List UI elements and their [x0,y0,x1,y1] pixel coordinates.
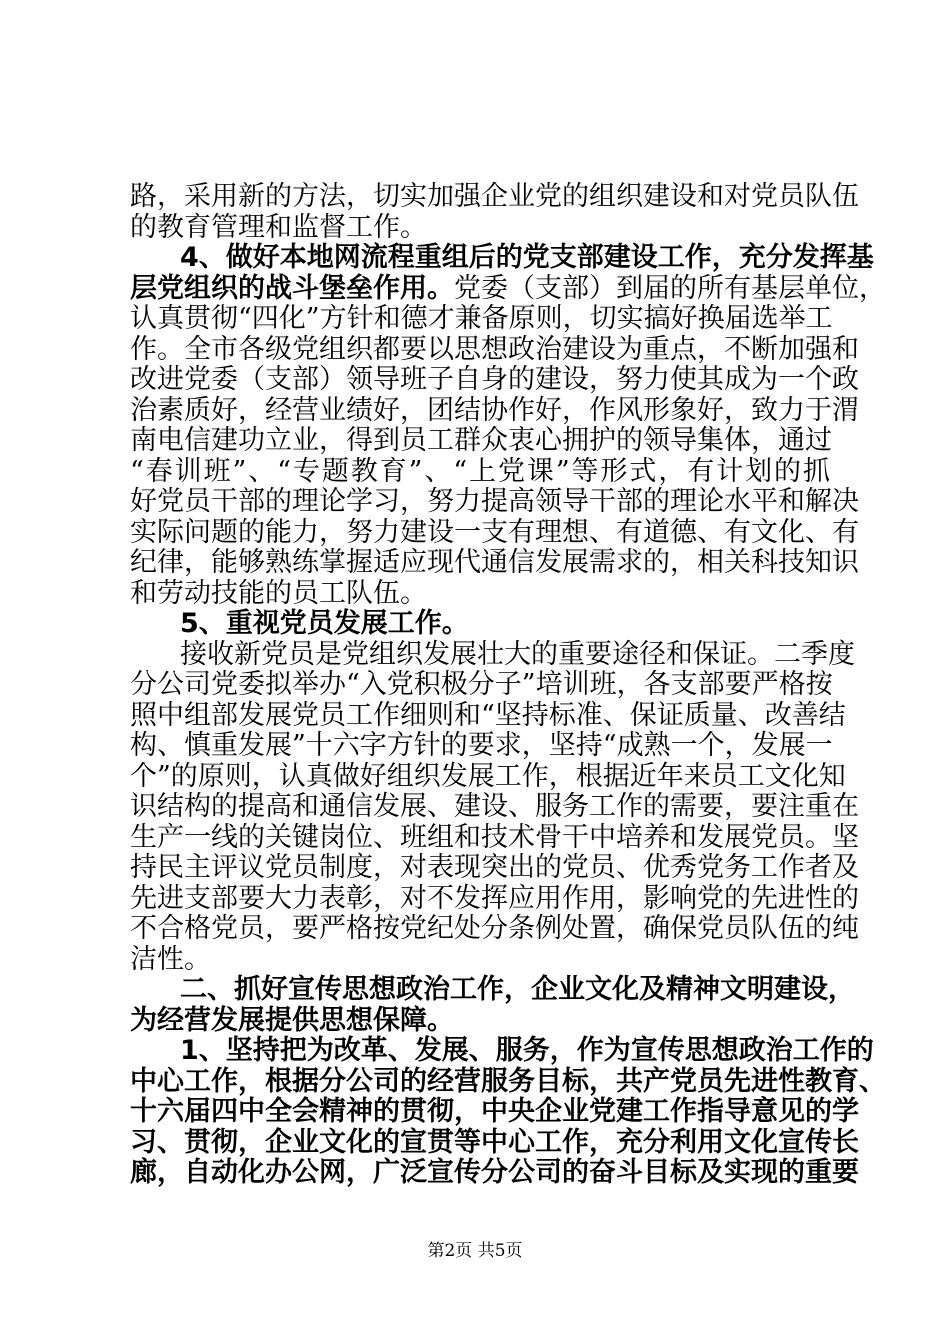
bold-text-segment: 为经营发展提供思想保障。 [130,1004,454,1036]
text-segment: 好党员干部的理论学习，努力提高领导干部的理论水平和解决 [130,486,859,517]
bold-text-segment: 廊，自动化办公网，广泛宣传分公司的奋斗目标及实现的重要 [130,1157,859,1188]
text-line [130,180,859,214]
bold-text-segment: 习、贯彻，企业文化的宣贯等中心工作，充分利用文化宣传长 [130,1126,859,1158]
text-line [130,577,830,611]
text-line [130,302,833,336]
page-footer: 第2页 共5页 [427,1241,523,1261]
text-line [130,546,859,580]
text-line [130,211,830,245]
text-line [130,1156,859,1190]
text-line [130,882,859,916]
bold-text-segment: 4、做好本地网流程重组后的党支部建设工作，充分发挥基 [180,242,874,273]
text-line [130,1065,886,1099]
bold-text-segment: 1、坚持把为改革、发展、服务，作为宣传思想政治工作的 [180,1035,874,1066]
text-segment: 南电信建功立业，得到员工群众衷心拥护的领导集体，通过 [130,425,832,456]
text-line [180,607,830,641]
text-line [130,729,833,763]
text-segment: 识结构的提高和通信发展、建设、服务工作的需要，要注重在 [130,791,859,822]
text-segment: 认真贯彻“四化”方针和德才兼备原则，切实搞好换届选举工 [130,303,833,334]
text-line [180,973,855,1007]
text-segment: 和劳动技能的员工队伍。 [130,577,427,609]
text-segment: 构、慎重发展”十六字方针的要求，坚持“成熟一个，发展一 [130,730,833,761]
text-line [130,1126,859,1160]
text-segment: 纪律，能够熟练掌握适应现代通信发展需求的，相关科技知识 [130,547,859,578]
text-line [130,272,886,306]
bold-text-segment: 中心工作，根据分公司的经营服务目标，共产党员先进性教育、 [130,1065,886,1097]
bold-text-segment: 二、抓好宣传思想政治工作，企业文化及精神文明建设， [180,974,855,1005]
text-line [130,790,859,824]
text-segment: 生产一线的关键岗位、班组和技术骨干中培养和发展党员。坚 [130,821,859,853]
text-segment: “春训班”、“专题教育”、“上党课”等形式，有计划的抓 [130,455,830,487]
text-line [130,668,833,702]
text-line [180,638,855,672]
text-segment: 作。全市各级党组织都要以思想政治建设为重点，不断加强和 [130,333,859,365]
text-segment: 分公司党委拟举办“入党积极分子”培训班，各支部要严格按 [130,669,833,700]
bold-text-segment: 5、重视党员发展工作。 [180,608,469,639]
bold-text-segment: 层党组织的战斗堡垒作用。 [130,272,454,304]
text-segment: 治素质好，经营业绩好，团结协作好，作风形象好，致力于渭 [130,394,859,426]
text-line [130,394,859,428]
text-segment: 先进支部要大力表彰，对不发挥应用作用，影响党的先进性的 [130,882,859,914]
text-segment: 照中组部发展党员工作细则和“坚持标准、保证质量、改善结 [130,699,846,731]
text-segment: 实际问题的能力，努力建设一支有理想、有道德、有文化、有 [130,516,859,548]
text-line [130,424,830,458]
text-line [130,333,859,367]
text-line [180,241,874,275]
text-segment: 的教育管理和监督工作。 [130,211,427,243]
text-segment: 改进党委（支部）领导班子自身的建设，努力使其成为一个政 [130,364,859,395]
text-line [130,1095,859,1129]
text-segment: 路，采用新的方法，切实加强企业党的组织建设和对党员队伍 [130,181,859,212]
text-line [130,699,846,733]
text-segment: 洁性。 [130,943,211,975]
text-line [130,943,830,977]
text-line [130,851,859,885]
text-line [130,760,846,794]
text-line [130,363,859,397]
text-segment: 持民主评议党员制度，对表现突出的党员、优秀党务工作者及 [130,852,859,883]
text-segment: 个”的原则，认真做好组织发展工作，根据近年来员工文化知 [130,760,846,792]
text-segment: 接收新党员是党组织发展壮大的重要途径和保证。二季度 [180,638,855,670]
text-line [130,821,859,855]
text-line [130,516,859,550]
text-segment: 不合格党员，要严格按党纪处分条例处置，确保党员队伍的纯 [130,913,859,944]
text-line [130,912,859,946]
text-line [130,1004,830,1038]
bold-text-segment: 十六届四中全会精神的贯彻，中央企业党建工作指导意见的学 [130,1096,859,1127]
text-segment: 党委（支部）到届的所有基层单位， [454,272,886,304]
text-line [180,1034,874,1068]
text-line [130,455,830,489]
text-line [130,485,859,519]
